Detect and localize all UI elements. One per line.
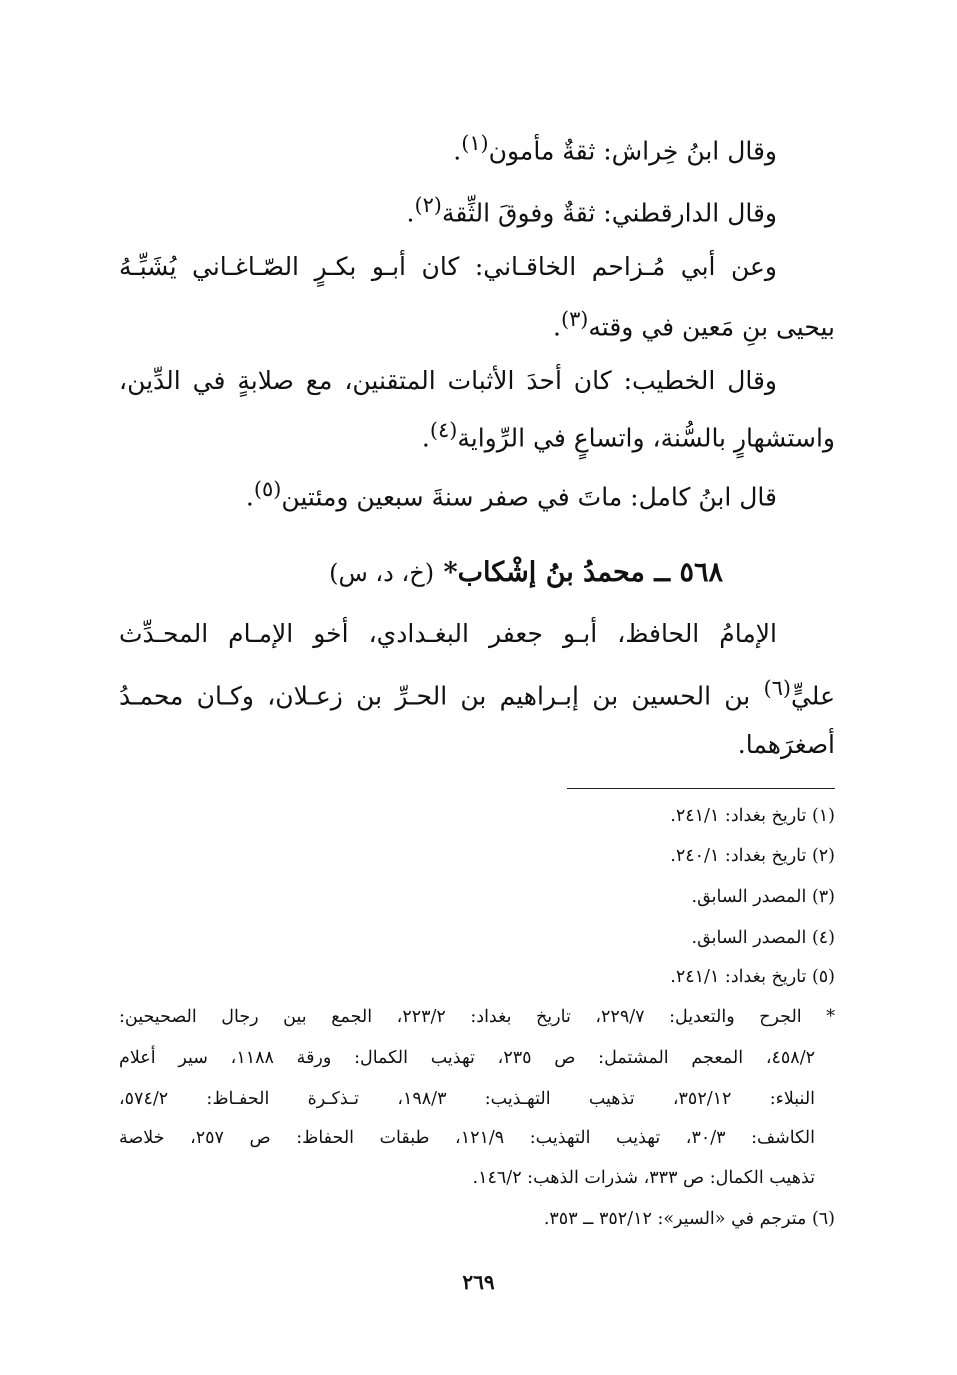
footnote-star-line-3: النبلاء: ٣٥٢/١٢، تذهيب التهـذيب: ١٩٨/٣، تـذكـرة الحفـاظ: ٥٧٤/٢، bbox=[119, 1089, 816, 1109]
footnote-3: (٣) المصدر السابق. bbox=[691, 887, 835, 907]
footnote-ref-3: (٣) bbox=[560, 307, 589, 331]
footnote-ref-1: (١) bbox=[461, 131, 489, 155]
footnote-number: (٥) bbox=[811, 967, 835, 987]
footnote-number: (٣) bbox=[811, 887, 835, 907]
footnote-number: (١) bbox=[811, 806, 835, 826]
footnote-ref-5: (٥) bbox=[253, 477, 282, 501]
footnote-ref-4: (٤) bbox=[429, 418, 458, 442]
body-line-5: وقال الخطيب: كان أحدَ الأثبات المتقنين، مع صلابةٍ في الدِّين، bbox=[119, 366, 777, 395]
page-number: ٢٦٩ bbox=[462, 1270, 495, 1294]
footnote-star-line-2: ٤٥٨/٢، المعجم المشتمل: ص ٢٣٥، تهذيب الكمال: ورقة ١١٨٨، سير أعلام bbox=[119, 1048, 815, 1068]
entry-heading bbox=[329, 557, 723, 588]
footnote-number: (٤) bbox=[811, 928, 835, 948]
footnote-ref-2: (٢) bbox=[414, 193, 442, 217]
entry-line-3: أصغرَهما. bbox=[737, 730, 835, 759]
entry-number: ٥٦٨ bbox=[679, 557, 723, 588]
footnote-star-marker: * bbox=[826, 1007, 835, 1027]
footnote-star-line-1: * الجرح والتعديل: ٢٢٩/٧، تاريخ بغداد: ٢٢٣/٢، الجمع بين رجال الصحيحين: bbox=[119, 1007, 835, 1027]
footnote-star-line-5: تذهيب الكمال: ص ٣٣٣، شذرات الذهب: ١٤٦/٢. bbox=[472, 1168, 815, 1188]
entry-line-1: الإمامُ الحافظ، أبـو جعفر البغـدادي، أخو الإمـام المحـدِّث bbox=[119, 619, 777, 648]
footnote-4: (٤) المصدر السابق. bbox=[691, 928, 835, 948]
entry-codes: (خ، د، س) bbox=[329, 559, 435, 587]
footnote-2: (٢) تاريخ بغداد: ٢٤٠/١. bbox=[670, 846, 835, 866]
entry-dash: ــ bbox=[654, 557, 671, 588]
footnote-5: (٥) تاريخ بغداد: ٢٤١/١. bbox=[670, 967, 835, 987]
footnote-6: (٦) مترجم في «السير»: ٣٥٢/١٢ ــ ٣٥٣. bbox=[543, 1209, 835, 1229]
entry-star: * bbox=[443, 557, 458, 588]
body-line-4: بيحيى بنِ مَعين في وقته$^{(٣)}$. bbox=[552, 307, 835, 342]
footnote-number: (٢) bbox=[811, 846, 835, 866]
body-line-2: وقال الدارقطني: ثقةٌ وفوقَ الثِّقة$^{(٢)}$. bbox=[406, 193, 777, 228]
entry-line-2: عليٍّ$^{(٦)}$ بن الحسين بن إبـراهيم بن الحـرِّ بن زعـلان، وكـان محمـدُ bbox=[119, 676, 835, 711]
body-line-3: وعن أبي مُـزاحم الخاقـاني: كان أبـو بكـرٍ الصّـاغـاني يُشَبِّـهُ bbox=[119, 252, 777, 281]
entry-name: محمدُ بنُ إشْكاب bbox=[457, 557, 645, 588]
footnote-ref-6: (٦) bbox=[763, 676, 791, 700]
footnote-star-line-4: الكاشف: ٣٠/٣، تهذيب التهذيب: ١٢١/٩، طبقات الحفاظ: ص ٢٥٧، خلاصة bbox=[119, 1128, 815, 1148]
body-line-6: واستشهارٍ بالسُّنة، واتساعٍ في الرِّواية$^{(٤)}$. bbox=[421, 418, 835, 453]
footnote-separator bbox=[567, 788, 835, 789]
footnote-1: (١) تاريخ بغداد: ٢٤١/١. bbox=[670, 806, 835, 826]
body-line-1: وقال ابنُ خِراش: ثقةٌ مأمون$^{(١)}$. bbox=[453, 131, 777, 166]
footnote-number: (٦) bbox=[811, 1209, 835, 1229]
body-line-7: قال ابنُ كامل: ماتَ في صفر سنةَ سبعين ومئتين$^{(٥)}$. bbox=[245, 477, 777, 512]
